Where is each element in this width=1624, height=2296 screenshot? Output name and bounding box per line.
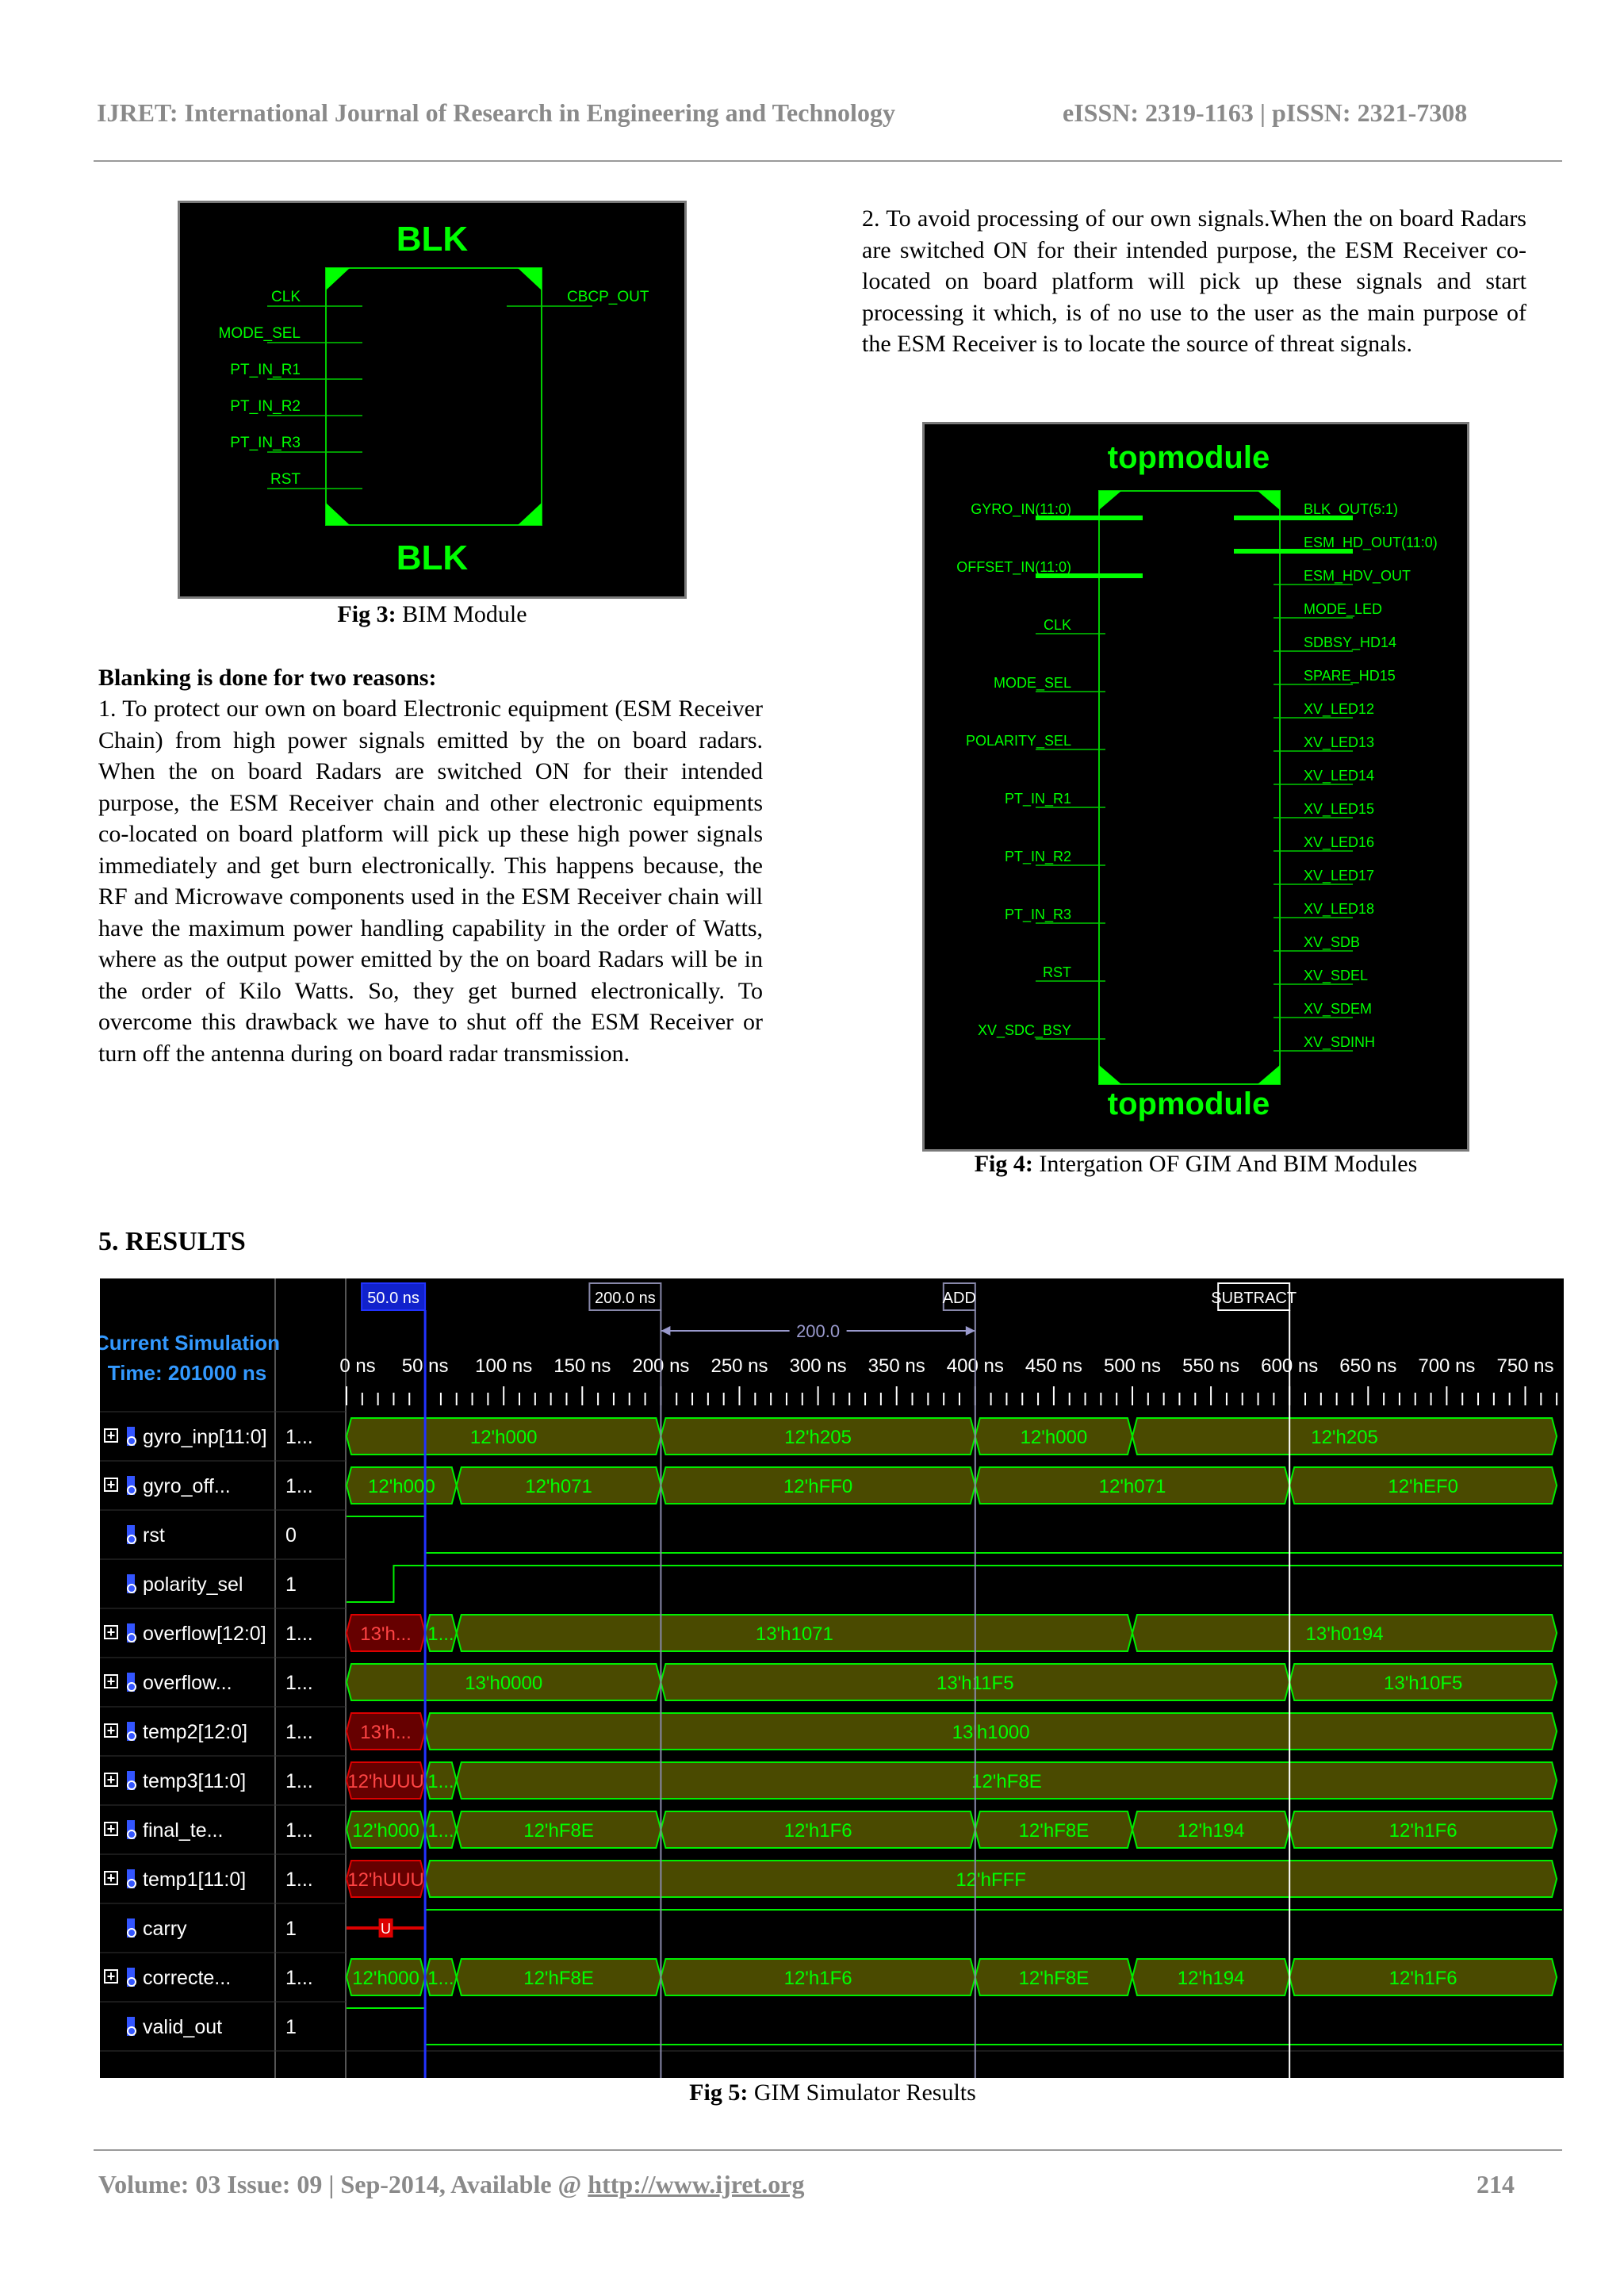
bus-value-label: 12'h000 (1020, 1427, 1088, 1448)
bus-value-label: 12'hF8E (971, 1771, 1042, 1792)
signal-name[interactable]: gyro_inp[11:0] (143, 1426, 267, 1448)
section-heading: 5. RESULTS (98, 1227, 246, 1256)
fig3-caption (178, 601, 687, 628)
time-tick-label: 750 ns (1496, 1355, 1554, 1377)
delta-label: 200.0 (796, 1321, 841, 1341)
time-tick-label: 400 ns (946, 1355, 1004, 1377)
signal-name[interactable]: polarity_sel (143, 1573, 243, 1596)
signal-name[interactable]: overflow[12:0] (143, 1623, 266, 1645)
fig4-caption-text: Intergation OF GIM And BIM Modules (1032, 1151, 1418, 1177)
bus-value-label: 13'h... (360, 1623, 412, 1645)
fig4-output-pin: XV_LED15 (1304, 801, 1375, 817)
time-tick-label: 550 ns (1182, 1355, 1240, 1377)
fig5-caption (555, 2079, 1110, 2106)
bus-value-label: 12'hFF0 (783, 1476, 853, 1497)
fig4-output-pin: MODE_LED (1304, 601, 1383, 617)
sim-label-1: Current Simulation (100, 1331, 281, 1355)
fig3-input-pin: PT_IN_R1 (230, 362, 301, 378)
bus-value-label: 12'h1F6 (1388, 1820, 1457, 1842)
sim-label-2: Time: 201000 ns (107, 1361, 267, 1385)
fig4-input-pin: PT_IN_R2 (1004, 849, 1071, 864)
fig3-caption-text: BIM Module (396, 601, 527, 627)
fig4-output-pin: SDBSY_HD14 (1304, 634, 1397, 650)
bus-value-label: 1... (427, 1968, 454, 1989)
signal-name[interactable]: overflow... (143, 1672, 232, 1694)
fig3-caption-label: Fig 3: (337, 601, 396, 627)
bus-value-label: 1... (427, 1623, 454, 1645)
bus-value-label: 12'h1F6 (1388, 1968, 1457, 1989)
signal-name[interactable]: carry (143, 1918, 187, 1940)
time-tick-label: 300 ns (789, 1355, 847, 1377)
fig5-caption-text: GIM Simulator Results (748, 2079, 976, 2106)
fig3-title-bottom: BLK (396, 539, 469, 577)
bus-value-label: 12'h000 (352, 1820, 419, 1842)
footer-volume: Volume: 03 Issue: 09 | Sep-2014, Available @ (98, 2170, 588, 2198)
fig5-waveform (100, 1278, 1564, 2078)
fig4-input-pin: RST (1043, 964, 1071, 980)
time-tick-label: 500 ns (1103, 1355, 1162, 1377)
fig4-schematic (922, 422, 1469, 1152)
fig4-output-pin: XV_LED16 (1304, 834, 1375, 850)
bus-value-label: 12'h205 (1311, 1427, 1378, 1448)
bus-value-label: 12'h071 (1098, 1476, 1166, 1497)
signal-value: 1... (285, 1869, 313, 1891)
signal-value: 1... (285, 1721, 313, 1743)
fig4-output-pin: XV_SDEL (1304, 968, 1369, 983)
fig3-input-pin: RST (270, 471, 301, 488)
fig3-input-pin: MODE_SEL (218, 325, 301, 342)
signal-value: 1... (285, 1770, 313, 1792)
fig4-input-pin: POLARITY_SEL (965, 733, 1071, 749)
fig4-input-pin: GYRO_IN(11:0) (971, 501, 1071, 517)
fig4-caption (883, 1151, 1509, 1178)
fig4-input-pin: MODE_SEL (993, 675, 1071, 691)
bus-value-label: 1... (427, 1820, 454, 1842)
fig4-title-top: topmodule (1107, 440, 1270, 475)
bus-value-label: 13'h0194 (1305, 1623, 1384, 1645)
time-tick-label: 600 ns (1261, 1355, 1319, 1377)
fig3-input-pin: CLK (271, 289, 301, 305)
bus-value-label: 13'h0000 (465, 1673, 543, 1694)
bus-value-label: 12'h000 (368, 1476, 435, 1497)
time-tick-label: 650 ns (1339, 1355, 1397, 1377)
time-tick-label: 50 ns (401, 1355, 449, 1377)
header-rule (94, 160, 1562, 162)
bus-value-label: 12'hEF0 (1388, 1476, 1458, 1497)
signal-name[interactable]: final_te... (143, 1819, 224, 1842)
fig4-output-pin: XV_LED14 (1304, 768, 1375, 784)
time-tick-label: 350 ns (868, 1355, 925, 1377)
expand-icon[interactable]: + (106, 1870, 116, 1886)
bus-value-label: 12'h194 (1177, 1820, 1245, 1842)
fig4-caption-label: Fig 4: (974, 1151, 1033, 1177)
expand-icon[interactable]: + (106, 1624, 116, 1640)
fig4-output-pin: XV_SDEM (1304, 1001, 1373, 1017)
bus-value-label: 12'hUUU (347, 1771, 424, 1792)
bus-value-label: 12'h071 (525, 1476, 592, 1497)
bus-value-label: 12'hF8E (523, 1968, 594, 1989)
time-tick-label: 250 ns (710, 1355, 768, 1377)
signal-name[interactable]: gyro_off... (143, 1475, 231, 1497)
expand-icon[interactable]: + (106, 1968, 116, 1984)
bus-value-label: 12'h1F6 (783, 1968, 852, 1989)
signal-value: 1 (285, 1918, 297, 1940)
bus-value-label: 13'h10F5 (1384, 1673, 1463, 1694)
bus-value-label: 12'h205 (784, 1427, 852, 1448)
bus-value-label: 13'h... (360, 1722, 412, 1743)
fig5-caption-label: Fig 5: (689, 2079, 749, 2106)
time-tick-label: 100 ns (475, 1355, 533, 1377)
time-tick-label: 0 ns (339, 1355, 376, 1377)
fig4-output-pin: XV_LED17 (1304, 868, 1375, 884)
fig4-input-pin: CLK (1043, 617, 1071, 633)
journal-title: IJRET: International Journal of Research in Engineering and Technology (97, 98, 895, 127)
footer-rule (94, 2149, 1562, 2151)
bus-value-label: 13'h1071 (755, 1623, 833, 1645)
expand-icon[interactable]: + (106, 1477, 116, 1493)
bus-value-label: 1... (427, 1771, 454, 1792)
signal-name[interactable]: rst (143, 1524, 165, 1547)
signal-value: 1... (285, 1819, 313, 1842)
expand-icon[interactable]: + (106, 1428, 116, 1443)
bus-value-label: 12'hF8E (523, 1820, 594, 1842)
marker-200[interactable]: 200.0 ns (595, 1290, 656, 1307)
signal-value: 1... (285, 1967, 313, 1989)
expand-icon[interactable]: + (106, 1673, 116, 1689)
fig4-output-pin: XV_LED13 (1304, 734, 1375, 750)
fig4-output-pin: XV_LED12 (1304, 701, 1375, 717)
time-tick-label: 200 ns (632, 1355, 690, 1377)
bus-value-label: 13'h1000 (952, 1722, 1030, 1743)
fig4-title-bottom: topmodule (1107, 1087, 1270, 1121)
signal-name[interactable]: temp1[11:0] (143, 1869, 247, 1891)
fig4-input-pin: XV_SDC_BSY (977, 1022, 1071, 1038)
left-heading: Blanking is done for two reasons: (98, 665, 437, 691)
bus-value-label: 12'hF8E (1018, 1820, 1090, 1842)
fig4-output-pin: ESM_HDV_OUT (1304, 568, 1411, 584)
issn: eISSN: 2319-1163 | pISSN: 2321-7308 (1063, 98, 1468, 127)
fig4-input-pin: PT_IN_R1 (1004, 791, 1071, 807)
bus-value-label: 13'h11F5 (936, 1673, 1014, 1694)
expand-icon[interactable]: + (106, 1821, 116, 1837)
signal-value: 1... (285, 1623, 313, 1645)
signal-value: 1... (285, 1475, 313, 1497)
bus-value-label: 12'hFFF (956, 1869, 1026, 1891)
left-paragraph: 1. To protect our own on board Electronic equipment (ESM Receiver Chain) from high power signals emitted by the on board radars. When the on board Radars are switched ON for their intended purpose, the ESM Receiver chain and other electronic equipments co-located on board platform will pick up these high power signals immediately and get burn electronically. This happens because, the RF and Microwave components used in the ESM Receiver chain will have the maximum power handling capability in the order of Watts, where as the output power emitted by the on board Radars will be in the order of Kilo Watts. So, they get burned electronically. To overcome this drawback we have to shut off the ESM Receiver or turn off the antenna during on board radar transmission. (98, 696, 763, 1067)
time-tick-label: 450 ns (1025, 1355, 1082, 1377)
signal-name[interactable]: temp2[12:0] (143, 1721, 248, 1743)
marker-cursor[interactable]: 50.0 ns (367, 1290, 419, 1307)
time-tick-label: 700 ns (1418, 1355, 1476, 1377)
footer-link[interactable]: http://www.ijret.org (588, 2170, 805, 2198)
signal-value: 1 (285, 2016, 297, 2038)
signal-value: 1... (285, 1672, 313, 1694)
fig4-output-pin: BLK_OUT(5:1) (1304, 501, 1399, 517)
signal-name[interactable]: correcte... (143, 1967, 232, 1989)
bus-value-label: 12'hF8E (1018, 1968, 1090, 1989)
signal-value: 0 (285, 1524, 297, 1547)
fig4-output-pin: ESM_HD_OUT(11:0) (1304, 535, 1438, 550)
bus-value-label: 12'h000 (469, 1427, 538, 1448)
fig4-output-pin: XV_LED18 (1304, 901, 1375, 917)
fig3-input-pin: PT_IN_R3 (230, 435, 301, 451)
signal-name[interactable]: valid_out (143, 2016, 223, 2038)
fig3-input-pin: PT_IN_R2 (230, 398, 301, 415)
fig4-input-pin: OFFSET_IN(11:0) (956, 559, 1071, 575)
right-paragraph: 2. To avoid processing of our own signals.When the on board Radars are switched ON for their intended purpose, the ESM Receiver co-located on board platform will pick up these signals and start processing it which, is of no use to the user as the main purpose of the ESM Receiver is to locate the source of threat signals. (862, 205, 1526, 357)
fig3-output-pin: CBCP_OUT (567, 289, 649, 305)
signal-value: 1 (285, 1573, 297, 1596)
fig4-output-pin: XV_SDB (1304, 934, 1361, 950)
fig4-input-pin: PT_IN_R3 (1004, 907, 1071, 922)
bus-value-label: 12'h1F6 (783, 1820, 852, 1842)
fig4-output-pin: SPARE_HD15 (1304, 668, 1396, 684)
signal-name[interactable]: temp3[11:0] (143, 1770, 247, 1792)
fig4-output-pin: XV_SDINH (1304, 1034, 1376, 1050)
expand-icon[interactable]: + (106, 1723, 116, 1738)
footer-text (98, 2170, 804, 2199)
time-tick-label: 150 ns (553, 1355, 611, 1377)
marker-subtract[interactable]: SUBTRACT (1211, 1290, 1297, 1307)
fig3-title-top: BLK (396, 220, 469, 259)
signal-value: 1... (285, 1426, 313, 1448)
page-number: 214 (1477, 2170, 1515, 2198)
carry-undefined-label: U (381, 1921, 392, 1937)
bus-value-label: 12'h000 (352, 1968, 419, 1989)
bus-value-label: 12'hUUU (347, 1869, 424, 1891)
marker-add[interactable]: ADD (942, 1290, 976, 1307)
expand-icon[interactable]: + (106, 1772, 116, 1788)
bus-value-label: 12'h194 (1177, 1968, 1245, 1989)
fig3-schematic (178, 201, 687, 599)
